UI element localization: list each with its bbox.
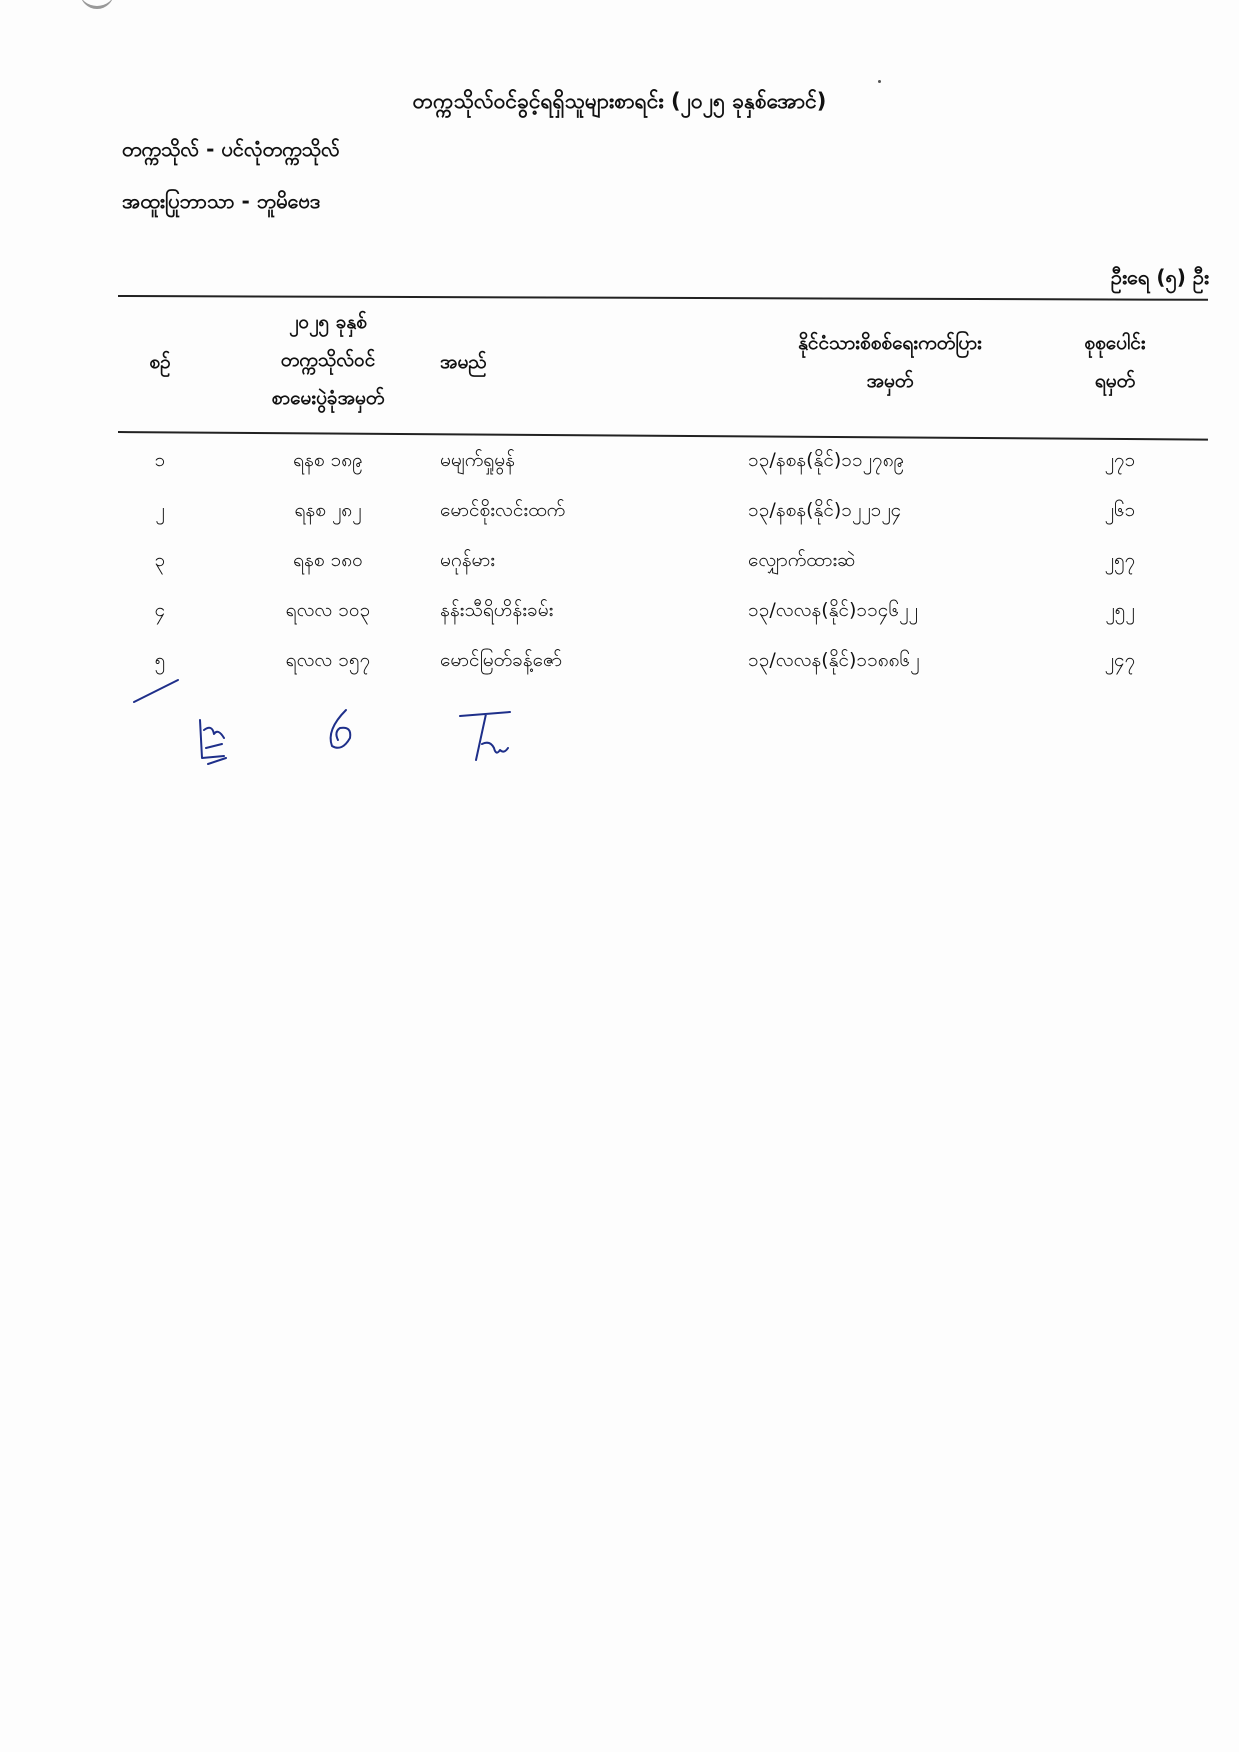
signature-stroke [200,720,226,764]
cell-name: မောင်စိုးလင်းထက် [440,499,566,521]
cell-roll: ရလလ ၁၅၇ [285,649,371,671]
university-line: တက္ကသိုလ် - ပင်လုံတက္ကသိုလ် [122,137,340,161]
cell-name: မမျက်ရှုမွန် [440,449,515,471]
cell-serial: ၁ [154,449,166,471]
signatures [120,668,540,768]
signature-stroke [460,712,510,760]
header-text: အမှတ် [866,370,914,392]
header-text: နိုင်ငံသားစိစစ်ရေးကတ်ပြား [798,332,982,354]
column-header-serial [130,343,190,381]
table-row [0,590,1239,640]
cell-nrc: ၁၃/လလန(နိုင်)၁၁၈၈၆၂ [748,649,920,671]
header-text: ရမှတ် [1094,370,1136,392]
header-text: စာမေးပွဲခုံအမှတ် [271,387,385,409]
scan-speck [878,80,881,83]
signature-stroke [134,680,178,702]
cell-nrc: ၁၃/နစန(နိုင်)၁၁၂၇၈၉ [748,449,905,471]
cell-serial: ၃ [154,549,166,571]
cell-marks: ၂၄၇ [1104,649,1136,671]
cell-nrc: ၁၃/နစန(နိုင်)၁၂၂၁၂၄ [748,499,902,521]
page-title: တက္ကသိုလ်ဝင်ခွင့်ရရှိသူများစာရင်း (၂၀၂၅ ခုနှစ်အောင်) [412,89,827,113]
cell-nrc: လျှောက်ထားဆဲ [748,549,856,571]
cell-serial: ၅ [154,649,166,671]
cell-marks: ၂၅၇ [1104,549,1136,571]
header-text: ၂၀၂၅ ခုနှစ် [289,311,367,333]
cell-roll: ရလလ ၁၀၃ [285,599,371,621]
cell-serial: ၂ [155,499,165,521]
cell-roll: ရနစ ၁၈၀ [293,549,363,571]
table-row [0,440,1239,490]
cell-nrc: ၁၃/လလန(နိုင်)၁၁၄၆၂၂ [748,599,918,621]
student-count: ဦးရေ (၅) ဦး [1110,265,1209,289]
header-text: တက္ကသိုလ်ဝင် [280,349,376,371]
cell-name: မောင်မြတ်ခန့်ဇော် [440,649,563,671]
cell-roll: ရနစ ၁၈၉ [293,449,363,471]
cell-serial: ၄ [154,599,166,621]
table-row [0,540,1239,590]
signature-stroke [331,710,351,748]
cell-marks: ၂၆၁ [1104,499,1136,521]
header-text: စုစုပေါင်း [1084,332,1146,354]
header-text: စဉ် [149,351,171,373]
header-text: အမည် [440,351,487,373]
column-header-nrc [730,324,1050,400]
cell-roll: ရနစ ၂၈၂ [294,499,362,521]
column-header-roll [228,303,428,417]
cell-marks: ၂၅၂ [1105,599,1135,621]
major-line: အထူးပြုဘာသာ - ဘူမိဗေဒ [122,189,321,213]
table-body [0,440,1239,690]
scan-corner-mark [80,0,114,9]
cell-name: မဂုန်မား [440,549,496,571]
column-header-name [440,343,560,381]
column-header-marks [1060,324,1170,400]
cell-marks: ၂၇၁ [1104,449,1136,471]
table-top-rule [118,295,1208,301]
table-row [0,490,1239,540]
signatures-svg [120,668,540,768]
cell-name: နန်းသီရိဟိန်းခမ်း [440,599,554,621]
